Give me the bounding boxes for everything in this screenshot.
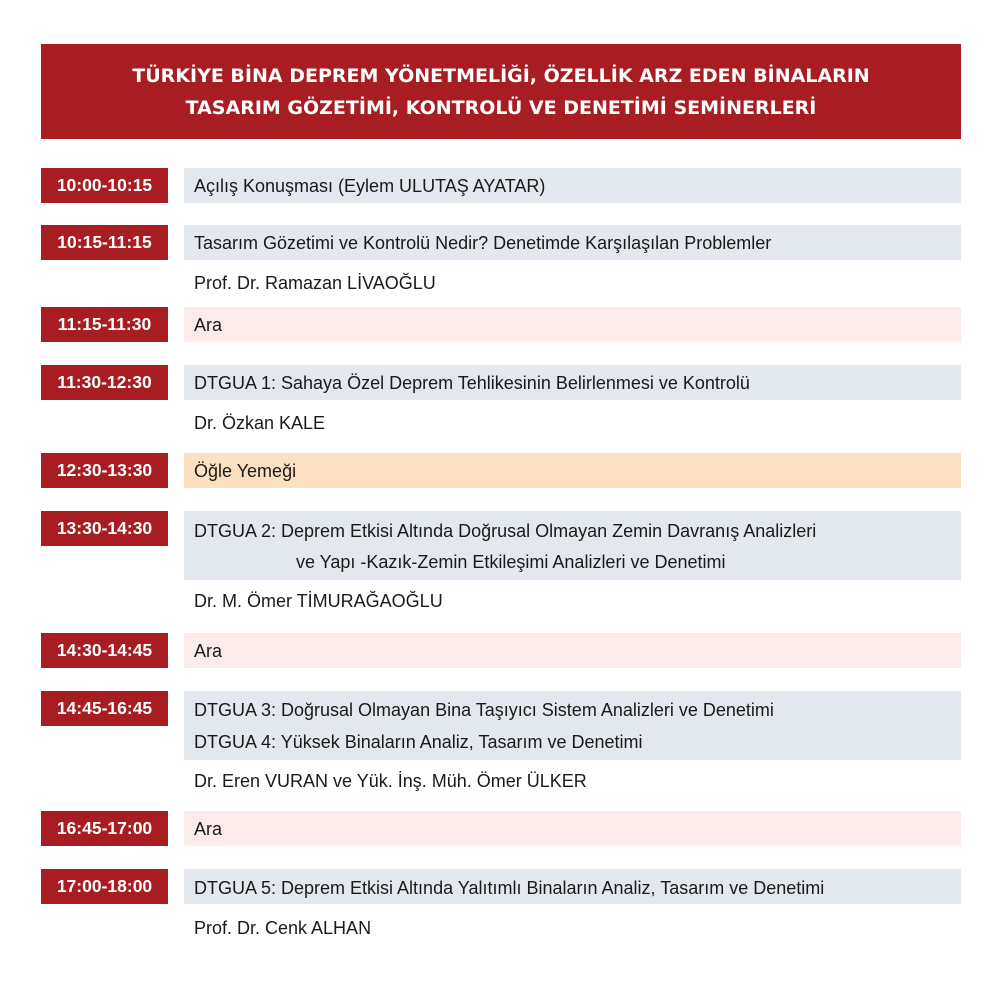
session-time: 14:45-16:45 [41, 691, 168, 726]
session-title: DTGUA 1: Sahaya Özel Deprem Tehlikesinin Belirlenmesi ve Kontrolü [194, 373, 750, 393]
session-title: DTGUA 3: Doğrusal Olmayan Bina Taşıyıcı Sistem Analizleri ve Denetimi [194, 700, 774, 720]
break-bar [184, 633, 961, 668]
session-title: Açılış Konuşması (Eylem ULUTAŞ AYATAR) [194, 176, 546, 196]
session-speaker: Prof. Dr. Cenk ALHAN [194, 918, 372, 938]
session-time: 10:00-10:15 [41, 168, 168, 203]
session-time: 11:15-11:30 [41, 307, 168, 342]
lunch-bar [184, 453, 961, 488]
session-title: Tasarım Gözetimi ve Kontrolü Nedir? Denetimde Karşılaşılan Problemler [194, 233, 772, 253]
session-title: DTGUA 2: Deprem Etkisi Altında Doğrusal Olmayan Zemin Davranış Analizleri [194, 521, 817, 541]
break-bar [184, 307, 961, 342]
session-title-second: DTGUA 4: Yüksek Binaların Analiz, Tasarım ve Denetimi [194, 732, 643, 752]
break-bar [184, 811, 961, 846]
break-label: Ara [194, 315, 223, 335]
session-time: 13:30-14:30 [41, 511, 168, 546]
session-time: 12:30-13:30 [41, 453, 168, 488]
session-speaker: Dr. Eren VURAN ve Yük. İnş. Müh. Ömer ÜLKER [194, 771, 587, 791]
break-label: Ara [194, 819, 223, 839]
session-time: 14:30-14:45 [41, 633, 168, 668]
break-label: Ara [194, 641, 223, 661]
session-time: 17:00-18:00 [41, 869, 168, 904]
program-header [41, 44, 961, 139]
session-speaker: Prof. Dr. Ramazan LİVAOĞLU [194, 273, 436, 293]
session-time: 10:15-11:15 [41, 225, 168, 260]
session-time: 11:30-12:30 [41, 365, 168, 400]
session-title: DTGUA 5: Deprem Etkisi Altında Yalıtımlı Binaların Analiz, Tasarım ve Denetimi [194, 878, 825, 898]
lunch-label: Öğle Yemeği [194, 461, 297, 481]
session-title-continued: ve Yapı -Kazık-Zemin Etkileşimi Analizleri ve Denetimi [296, 552, 726, 572]
session-speaker: Dr. M. Ömer TİMURAĞAOĞLU [194, 591, 443, 611]
session-speaker: Dr. Özkan KALE [194, 413, 326, 433]
session-time: 16:45-17:00 [41, 811, 168, 846]
header-title-line-1: TÜRKİYE BİNA DEPREM YÖNETMELİĞİ, ÖZELLİK ARZ EDEN BİNALARIN [132, 64, 870, 87]
header-title-line-2: TASARIM GÖZETİMİ, KONTROLÜ VE DENETİMİ SEMİNERLERİ [185, 96, 817, 119]
